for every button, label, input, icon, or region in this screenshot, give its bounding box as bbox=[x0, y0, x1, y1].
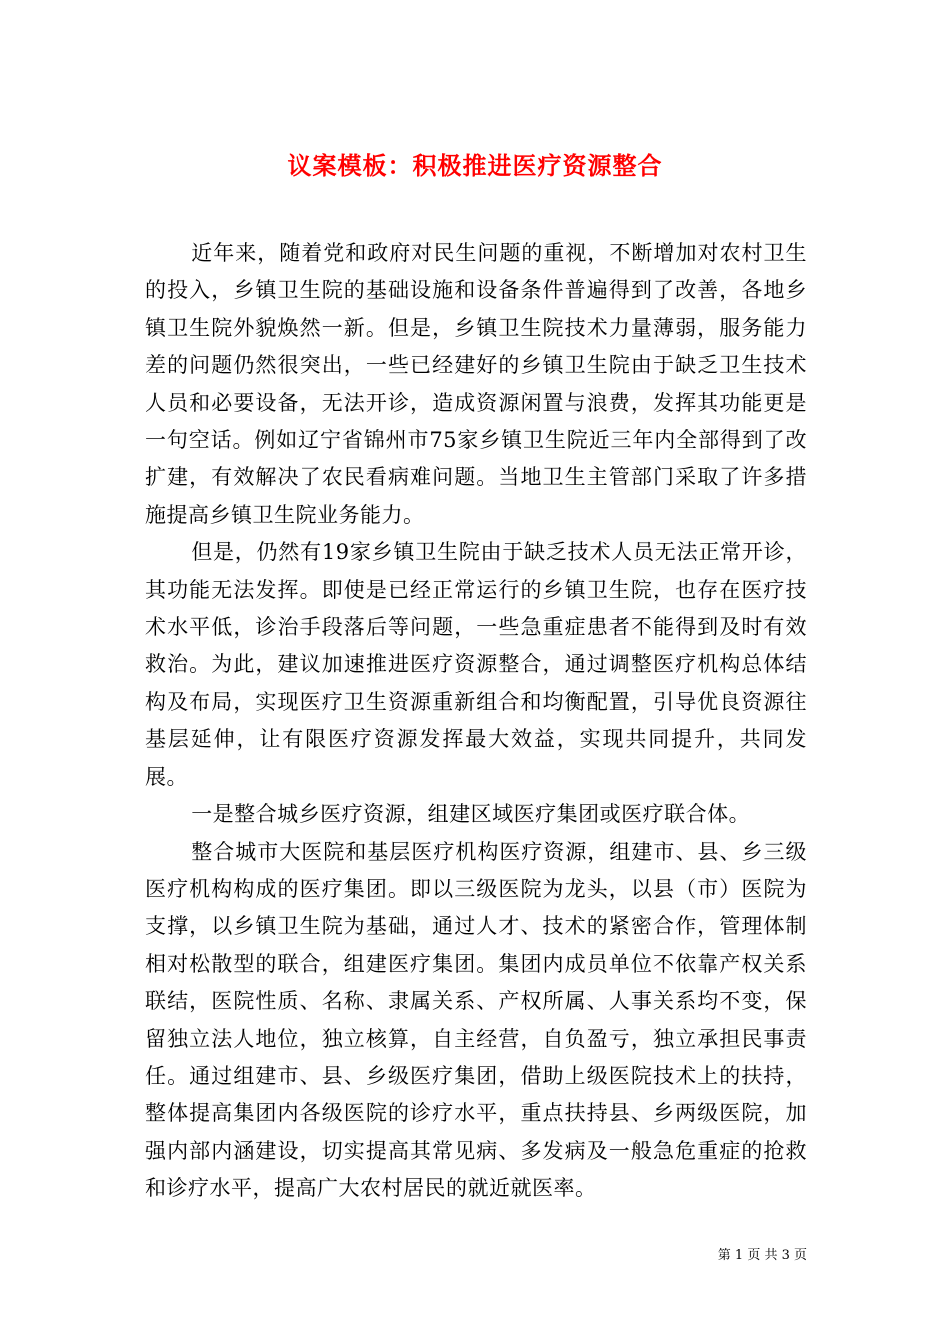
document-title: 议案模板：积极推进医疗资源整合 bbox=[287, 151, 663, 181]
paragraph-point-one-detail: 整合城市大医院和基层医疗机构医疗资源，组建市、县、乡三级医疗机构构成的医疗集团。即以三级医院为龙头，以县（市）医院为支撑，以乡镇卫生院为基础，通过人才、技术的紧密合作，管理体制相对松散型的联合，组建医疗集团。集团内成员单位不依靠产权关系联结，医院性质、名称、隶属关系、产权所属、人事关系均不变，保留独立法人地位，独立核算，自主经营，自负盈亏，独立承担民事责任。通过组建市、县、乡级医疗集团，借助上级医院技术上的扶持，整体提高集团内各级医院的诊疗水平，重点扶持县、乡两级医院，加强内部内涵建设，切实提高其常见病、多发病及一般急危重症的抢救和诊疗水平，提高广大农村居民的就近就医率。 bbox=[145, 839, 807, 1201]
paragraph-proposal: 但是，仍然有19家乡镇卫生院由于缺乏技术人员无法正常开诊，其功能无法发挥。即使是已经正常运行的乡镇卫生院，也存在医疗技术水平低，诊治手段落后等问题，一些急重症患者不能得到及时有效救治。为此，建议加速推进医疗资源整合，通过调整医疗机构总体结构及布局，实现医疗卫生资源重新组合和均衡配置，引导优良资源往基层延伸，让有限医疗资源发挥最大效益，实现共同提升，共同发展。 bbox=[145, 540, 807, 789]
paragraph-point-one: 一是整合城乡医疗资源，组建区域医疗集团或医疗联合体。 bbox=[191, 802, 751, 827]
document-body bbox=[145, 235, 807, 1208]
paragraph-intro: 近年来，随着党和政府对民生问题的重视，不断增加对农村卫生的投入，乡镇卫生院的基础设施和设备条件普遍得到了改善，各地乡镇卫生院外貌焕然一新。但是，乡镇卫生院技术力量薄弱，服务能力差的问题仍然很突出，一些已经建好的乡镇卫生院由于缺乏卫生技术人员和必要设备，无法开诊，造成资源闲置与浪费，发挥其功能更是一句空话。例如辽宁省锦州市75家乡镇卫生院近三年内全部得到了改扩建，有效解决了农民看病难问题。当地卫生主管部门采取了许多措施提高乡镇卫生院业务能力。 bbox=[145, 241, 807, 527]
page-number: 第 1 页 共 3 页 bbox=[717, 1248, 807, 1263]
